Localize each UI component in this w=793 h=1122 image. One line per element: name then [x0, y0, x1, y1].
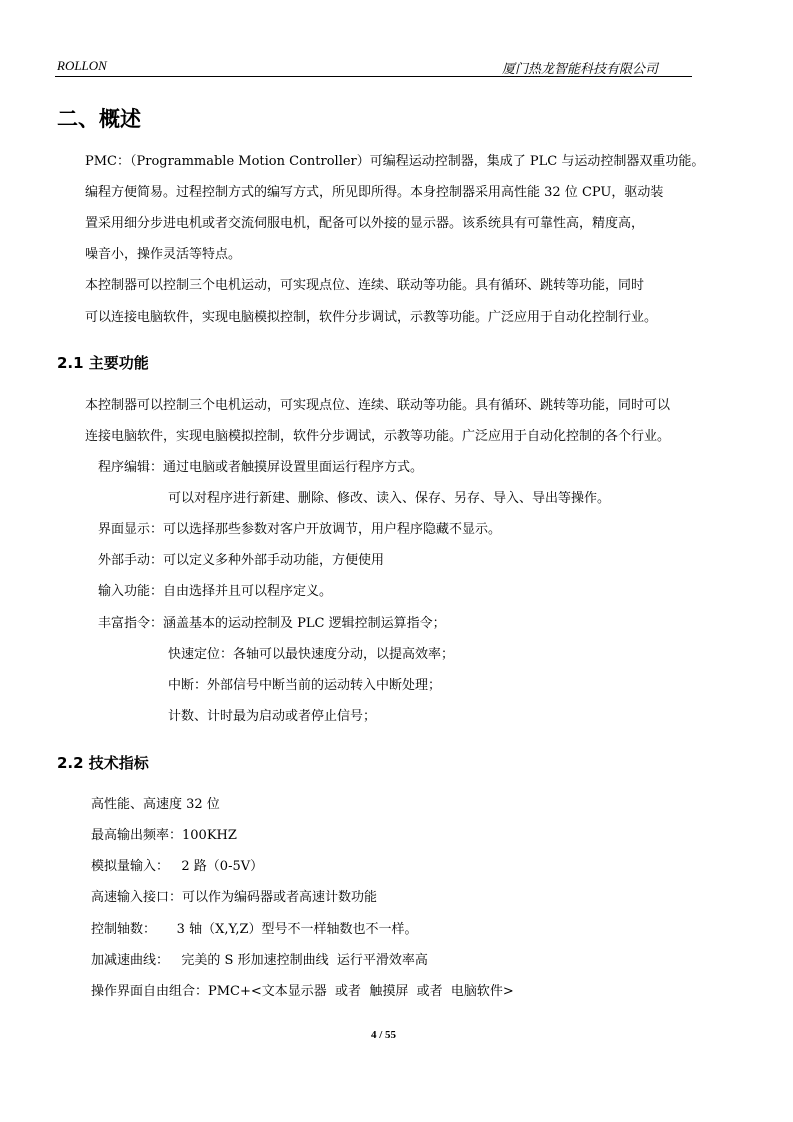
header-company-name: 厦门热龙智能科技有限公司: [502, 62, 659, 77]
function-item: 外部手动：可以定义多种外部手动功能，方便使用: [98, 553, 385, 568]
header-divider: [55, 76, 692, 77]
spec-item: 最高输出频率：100KHZ: [91, 828, 237, 843]
function-item: 中断：外部信号中断当前的运动转入中断处理；: [168, 678, 442, 693]
spec-item: 操作界面自由组合：PMC+<文本显示器 或者 触摸屏 或者 电脑软件>: [91, 984, 514, 999]
function-item: 界面显示：可以选择那些参数对客户开放调节，用户程序隐藏不显示。: [98, 522, 502, 537]
functions-intro-line-1: 本控制器可以控制三个电机运动，可实现点位、连续、联动等功能。具有循环、跳转等功能，同时可以: [85, 398, 671, 413]
header-company-logo-text: ROLLON: [57, 58, 107, 73]
functions-heading: 2.1 主要功能: [57, 354, 149, 372]
page-number: 4 / 55: [371, 1029, 397, 1041]
function-item: 可以对程序进行新建、删除、修改、读入、保存、另存、导入、导出等操作。: [168, 491, 611, 506]
overview-line-6: 可以连接电脑软件，实现电脑模拟控制，软件分步调试，示教等功能。广泛应用于自动化控制行业。: [85, 310, 658, 325]
overview-line-2: 编程方便简易。过程控制方式的编写方式，所见即所得。本身控制器采用高性能 32 位 CPU，驱动装: [85, 185, 664, 200]
function-item: 快速定位：各轴可以最快速度分动，以提高效率；: [168, 647, 455, 662]
overview-line-5: 本控制器可以控制三个电机运动，可实现点位、连续、联动等功能。具有循环、跳转等功能，同时: [85, 278, 645, 293]
specs-heading: 2.2 技术指标: [57, 754, 149, 772]
spec-item: 高速输入接口：可以作为编码器或者高速计数功能: [91, 890, 378, 905]
spec-item: 高性能、高速度 32 位: [91, 797, 220, 812]
section-title: 二、概述: [57, 107, 141, 131]
function-item: 程序编辑：通过电脑或者触摸屏设置里面运行程序方式。: [98, 460, 424, 475]
overview-line-1: PMC：（Programmable Motion Controller）可编程运动控制器，集成了 PLC 与运动控制器双重功能。: [85, 154, 705, 169]
spec-item: 加减速曲线： 完美的 S 形加速控制曲线 运行平滑效率高: [91, 953, 428, 968]
function-item: 输入功能：自由选择并且可以程序定义。: [98, 584, 333, 599]
spec-item: 控制轴数： 3 轴（X,Y,Z）型号不一样轴数也不一样。: [91, 922, 418, 937]
function-item: 丰富指令：涵盖基本的运动控制及 PLC 逻辑控制运算指令；: [98, 616, 446, 631]
overview-line-4: 噪音小，操作灵活等特点。: [85, 247, 242, 262]
function-item: 计数、计时最为启动或者停止信号；: [168, 709, 377, 724]
functions-intro-line-2: 连接电脑软件，实现电脑模拟控制，软件分步调试，示教等功能。广泛应用于自动化控制的各个行业。: [85, 429, 671, 444]
spec-item: 模拟量输入： 2 路（0-5V）: [91, 859, 264, 874]
overview-line-3: 置采用细分步进电机或者交流伺服电机，配备可以外接的显示器。该系统具有可靠性高，精度高，: [85, 216, 645, 231]
